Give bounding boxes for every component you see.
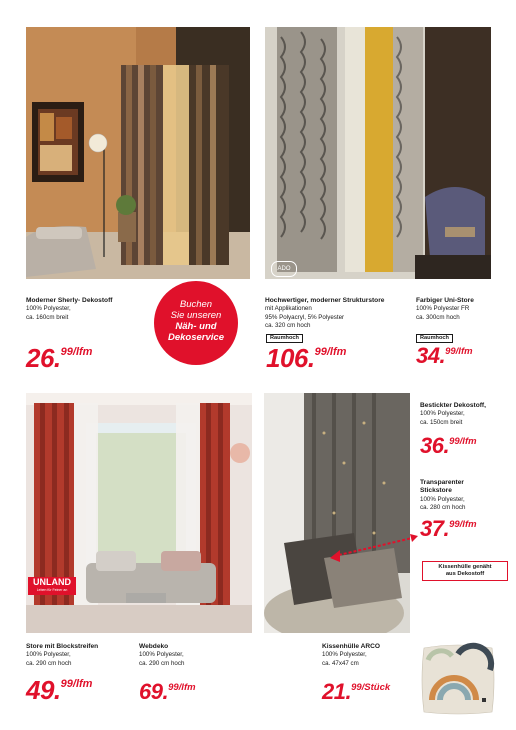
naehservice-promo-circle[interactable] [154,281,238,365]
product-desc: ca. 160cm breit [26,313,69,321]
product-webdeko-info [139,643,239,668]
price-cents: 99/lfm [60,346,93,358]
product-name: Farbiger Uni-Store [416,297,474,304]
price-sherly [26,345,92,371]
price-main: 37. [420,516,450,541]
photo-strukturstore-illustration [265,27,491,279]
product-desc: ca. 47x47 cm [322,659,359,667]
product-desc: ca. 150cm breit [420,418,463,426]
price-cents: 99/lfm [449,436,477,447]
ado-logo: ADO [271,261,297,277]
price-uni [416,345,473,367]
product-bestickt-info [420,402,512,427]
unland-logo-sub: Leben für Feiner an [36,588,68,592]
price-cents: 99/lfm [168,682,196,693]
product-desc: ca. 300cm hoch [416,313,460,321]
photo-sherly-illustration [26,27,250,279]
product-name: Store mit Blockstreifen [26,643,99,650]
promo-line: Sie unseren [170,310,222,321]
product-desc: ca. 290 cm hoch [26,659,72,667]
product-desc: ca. 290 cm hoch [139,659,185,667]
price-cents: 99/lfm [449,519,477,530]
price-main: 26. [26,343,61,373]
kissen-callout [422,561,508,581]
product-kissen-info [322,643,422,668]
price-main: 34. [416,343,446,368]
product-name: Bestickter Dekostoff, [420,402,486,409]
product-desc: ca. 320 cm hoch [265,322,311,330]
product-desc: 100% Polyester, [420,495,465,503]
price-blockstreifen [26,677,92,703]
price-kissen [322,681,390,703]
product-desc: 95% Polyacryl, 5% Polyester [265,313,345,321]
product-desc: 100% Polyester, [26,651,71,659]
unland-logo-text: UNLAND [33,577,71,587]
callout-line: aus Dekostoff [445,571,485,577]
callout-arrow [330,530,420,566]
product-desc: mit Applikationen [265,305,312,313]
product-name: Moderner Sherly- Dekostoff [26,297,113,304]
promo-line: Dekoservice [168,332,224,343]
product-desc: 100% Polyester, [322,651,367,659]
photo-kissen-illustration [264,393,410,633]
photo-blockstreifen-illustration [26,393,252,633]
kissen-arco-illustration [418,640,498,718]
product-stickstore-info [420,479,512,513]
photo-sherly-living-room [26,27,250,279]
photo-blockstreifen-room [26,393,252,633]
price-main: 69. [139,679,169,704]
product-name: Webdeko [139,643,169,650]
product-name: Kissenhülle ARCO [322,643,381,650]
photo-kissen-arco [418,640,498,718]
product-name-line2: Stickstore [420,487,452,495]
promo-line: Buchen [179,299,213,310]
price-cents: 99/lfm [314,346,347,358]
price-webdeko [139,681,196,703]
raumhoch-tag: Raumhoch [266,334,303,343]
product-blockstreifen-info [26,643,136,668]
callout-line: Kissenhülle genäht [438,564,492,570]
price-bestickt [420,435,477,457]
product-name: Transparenter [420,479,464,486]
product-desc: 100% Polyester, [420,410,465,418]
price-cents: 99/Stück [351,682,391,693]
product-desc: 100% Polyester FR [416,305,470,313]
raumhoch-tag: Raumhoch [416,334,453,343]
price-cents: 99/lfm [445,346,473,357]
product-desc: ca. 280 cm hoch [420,504,466,512]
price-main: 49. [26,675,61,705]
photo-kissen-stoffe [264,393,410,633]
product-sherly-info [26,297,156,322]
product-desc: 100% Polyester, [26,305,71,313]
product-uni-info [416,297,506,322]
price-cents: 99/lfm [60,678,93,690]
photo-strukturstore-room [265,27,491,279]
product-struktur-info [265,297,405,331]
price-main: 106. [266,343,315,373]
price-main: 21. [322,679,352,704]
price-main: 36. [420,433,450,458]
price-stickstore [420,518,477,540]
price-struktur [266,345,346,371]
product-desc: 100% Polyester, [139,651,184,659]
unland-logo [28,577,76,595]
promo-line: Näh- und [175,321,217,332]
product-name: Hochwertiger, moderner Strukturstore [265,297,385,304]
